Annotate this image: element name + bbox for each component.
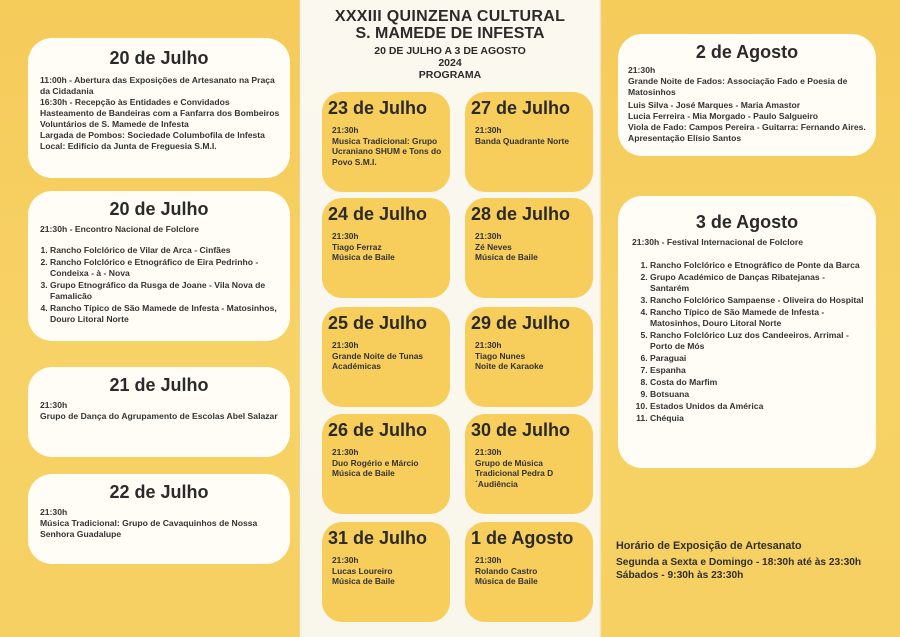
event-card [322,198,450,298]
event-card [322,522,450,622]
header-subtitle: S. MAMEDE DE INFESTA [355,25,545,42]
event-line: Banda Quadrante Norte [475,135,570,146]
event-card [465,198,593,298]
event-details [322,119,450,167]
list-item: 3. Rancho Folclórico Sampaense - Oliveira do Hospital [650,295,866,306]
exhibition-hours [616,540,896,583]
event-line: 21:30h [332,125,359,135]
event-line: Música de Baile [332,468,395,478]
event-line: 21:30h [332,340,359,350]
event-card [618,196,876,468]
exhibition-weekday-hours: Segunda a Sexta e Domingo - 18:30h até às 23:30h [616,557,862,568]
event-line: 21:30h [475,555,502,565]
event-line: Local: Edifício da Junta de Freguesia S.M.I. [40,141,217,151]
event-card [322,307,450,407]
event-line: 21:30h [475,447,502,457]
exhibition-title: Horário de Exposição de Artesanato [616,540,802,552]
list-item: 10. Estados Unidos da América [650,401,866,412]
event-day: 28 de Julho [471,204,571,224]
event-line: 21:30h [332,231,359,241]
event-details [465,549,593,587]
list-item: 5. Rancho Folclórico Luz dos Candeeiros. Arrimal - Porto de Mós [650,330,866,352]
event-line: Tiago Ferraz [332,241,382,252]
event-card [465,522,593,622]
event-details [465,334,593,372]
event-line: 16:30h - Recepção às Entidades e Convidados Hasteamento de Bandeiras com a Fanfarra dos Bombeiros Voluntários de S. Mamede de Infesta [40,97,280,129]
event-intro: 21:30h - Festival Internacional de Folclore [632,237,803,247]
event-line: Lucas Loureiro [332,565,393,576]
event-details [322,549,450,587]
event-day: 22 de Julho [109,482,209,502]
event-line: Música de Baile [332,576,395,586]
event-day: 30 de Julho [471,420,571,440]
event-line: Viola de Fado: Campos Pereira - Guitarra: Fernando Aires. Apresentação Elísio Santos [628,122,866,143]
event-details [618,63,876,144]
event-details [28,396,290,422]
event-details [322,334,450,372]
event-card [28,367,290,457]
event-intro: 21:30h - Encontro Nacional de Folclore [40,224,200,234]
event-details [322,441,450,479]
header-dates: 20 DE JULHO A 3 DE AGOSTO [374,45,526,57]
event-line: 21:30h [475,340,502,350]
event-details [28,503,290,540]
list-item: 1. Rancho Folclórico de Vilar de Arca - Cinfães [50,245,282,256]
event-details [322,225,450,263]
event-card [322,414,450,514]
event-details [465,225,593,263]
list-item: 11. Chéquia [650,413,866,424]
event-line: 21:30h [40,400,68,410]
event-day: 25 de Julho [328,313,428,333]
event-day: 20 de Julho [109,199,209,219]
event-card [322,92,450,192]
event-line: 21:30h [628,65,656,75]
list-item: 8. Costa do Marfim [650,377,866,388]
event-card [465,92,593,192]
folklore-list [28,245,290,325]
event-line: Zé Neves [475,241,512,252]
event-day: 27 de Julho [471,98,571,118]
event-line: 21:30h [332,555,359,565]
event-card [28,474,290,564]
event-day: 20 de Julho [109,48,209,68]
event-line: 21:30h [40,507,68,517]
event-day: 21 de Julho [109,375,209,395]
event-line: Música de Baile [475,576,538,586]
event-line: Grupo de Dança do Agrupamento de Escolas Abel Salazar [40,411,278,421]
header-year: 2024 [438,57,462,69]
event-card [465,307,593,407]
event-line: Duo Rogério e Márcio [332,457,419,468]
event-line: 21:30h [332,447,359,457]
event-details [28,69,290,152]
event-line: 21:30h [475,125,502,135]
list-item: 2. Rancho Folclórico e Etnográfico de Eira Pedrinho - Condeixa - à - Nova [50,257,282,279]
event-details [465,441,593,489]
header-programa: PROGRAMA [418,69,482,81]
header-title: XXXIII QUINZENA CULTURAL [334,8,566,25]
event-day: 29 de Julho [471,313,571,333]
event-line: Tiago Nunes [475,350,526,361]
event-day: 24 de Julho [328,204,428,224]
event-line: 21:30h [475,231,502,241]
event-line: Musica Tradicional: Grupo Ucraniano SHUM e Tons do Povo S.M.I. [332,135,442,167]
event-day: 1 de Agosto [471,528,574,548]
event-line: Música de Baile [332,252,395,262]
event-line: Música de Baile [475,252,538,262]
fold-line [599,0,602,637]
event-line: Luis Silva - José Marques - Maria Amastor [628,100,801,110]
event-line: Largada de Pombos: Sociedade Columbofila de Infesta [40,130,265,140]
festival-list [618,260,876,424]
list-item: 4. Rancho Típico de São Mamede de Infesta - Matosinhos, Douro Litoral Norte [650,307,866,329]
list-item: 3. Grupo Etnográfico da Rusga de Joane - Vila Nova de Famalicão [50,280,282,302]
event-line: Rolando Castro [475,565,538,576]
event-day: 2 de Agosto [695,42,799,62]
event-line: Grande Noite de Tunas Académicas [332,350,424,371]
list-item: 9. Botsuana [650,389,866,400]
event-day: 31 de Julho [328,528,428,548]
event-card [465,414,593,514]
event-line: Grande Noite de Fados: Associação Fado e Poesia de Matosinhos [628,76,848,97]
event-line: 11:00h - Abertura das Exposições de Artesanato na Praça da Cidadania [40,75,275,96]
list-item: 7. Espanha [650,365,866,376]
program-header [300,8,600,81]
event-day: 26 de Julho [328,420,428,440]
event-line: Música Tradicional: Grupo de Cavaquinhos de Nossa Senhora Guadalupe [40,518,258,539]
exhibition-saturday-hours: Sábados - 9:30h às 23:30h [616,569,744,581]
event-line: Noite de Karaoke [475,361,544,371]
event-card [618,34,876,156]
list-item: 2. Grupo Académico de Danças Ribatejanas - Santarém [650,272,866,294]
event-line: Lucia Ferreira - Mia Morgado - Paulo Salgueiro [628,111,819,121]
event-day: 23 de Julho [328,98,428,118]
event-details [465,119,593,146]
fold-line [299,0,302,637]
list-item: 1. Rancho Folclórico e Etnográfico de Ponte da Barca [650,260,866,271]
event-line: Grupo de Música Tradicional Pedra D´Audiência [475,457,554,489]
event-card [28,38,290,178]
event-card [28,191,290,341]
list-item: 6. Paraguai [650,353,866,364]
list-item: 4. Rancho Típico de São Mamede de Infesta - Matosinhos, Douro Litoral Norte [50,303,282,325]
event-day: 3 de Agosto [695,212,799,232]
